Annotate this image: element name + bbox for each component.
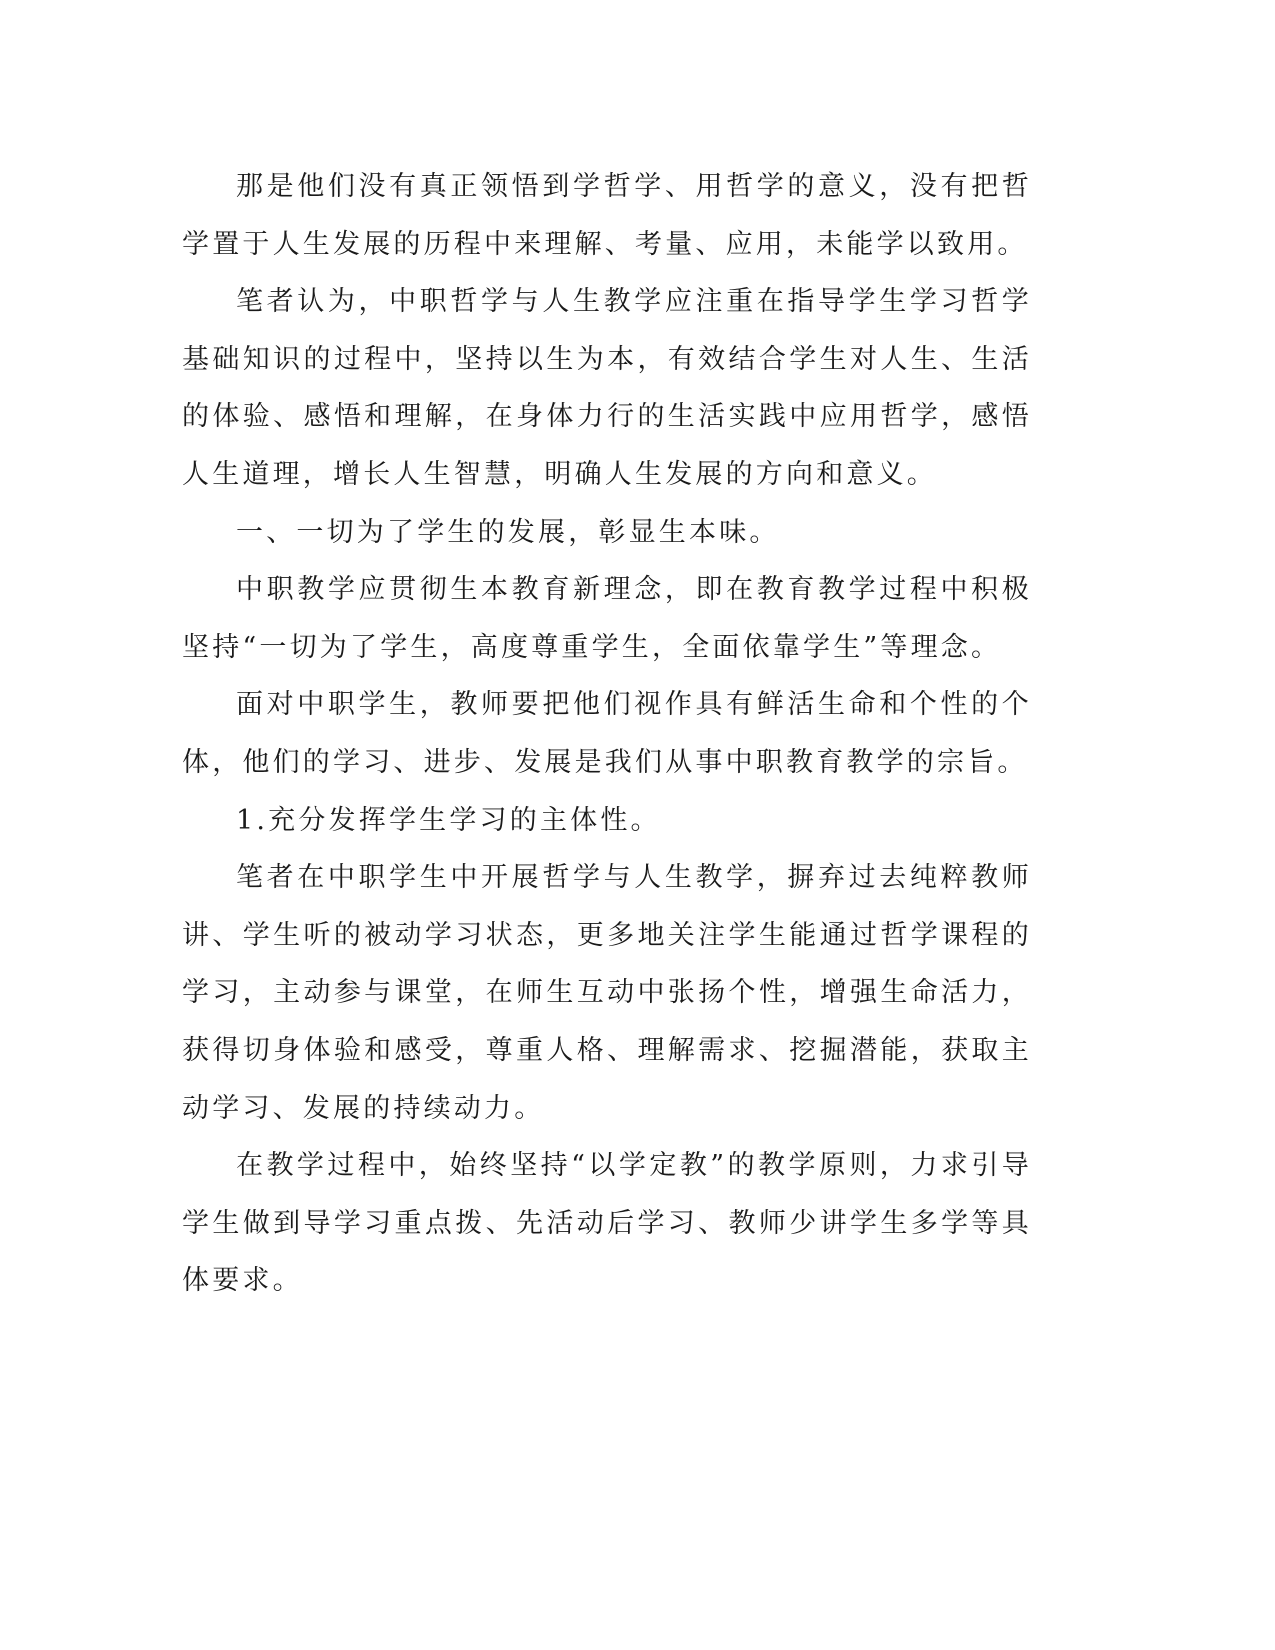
paragraph: 那是他们没有真正领悟到学哲学、用哲学的意义，没有把哲学置于人生发展的历程中来理解、考量、应用，未能学以致用。 xyxy=(182,171,1032,260)
paragraph: 笔者认为，中职哲学与人生教学应注重在指导学生学习哲学基础知识的过程中，坚持以生为本，有效结合学生对人生、生活的体验、感悟和理解，在身体力行的生活实践中应用哲学，感悟人生道理，增长人生智慧，明确人生发展的方向和意义。 xyxy=(182,286,1032,490)
paragraph: 中职教学应贯彻生本教育新理念，即在教育教学过程中积极坚持“一切为了学生，高度尊重学生，全面依靠学生”等理念。 xyxy=(182,574,1032,663)
section-heading: 一、一切为了学生的发展，彰显生本味。 xyxy=(236,516,780,548)
paragraph: 面对中职学生，教师要把他们视作具有鲜活生命和个性的个体，他们的学习、进步、发展是我们从事中职教育教学的宗旨。 xyxy=(182,689,1032,778)
paragraph: 笔者在中职学生中开展哲学与人生教学，摒弃过去纯粹教师讲、学生听的被动学习状态，更多地关注学生能通过哲学课程的学习，主动参与课堂，在师生互动中张扬个性，增强生命活力，获得切身体验和感受，尊重人格、理解需求、挖掘潜能，获取主动学习、发展的持续动力。 xyxy=(182,862,1032,1124)
paragraph: 在教学过程中，始终坚持“以学定教”的教学原则，力求引导学生做到导学习重点拨、先活动后学习、教师少讲学生多学等具体要求。 xyxy=(182,1150,1032,1297)
subsection-heading: 1.充分发挥学生学习的主体性。 xyxy=(236,804,661,836)
document-body xyxy=(182,158,1032,1310)
